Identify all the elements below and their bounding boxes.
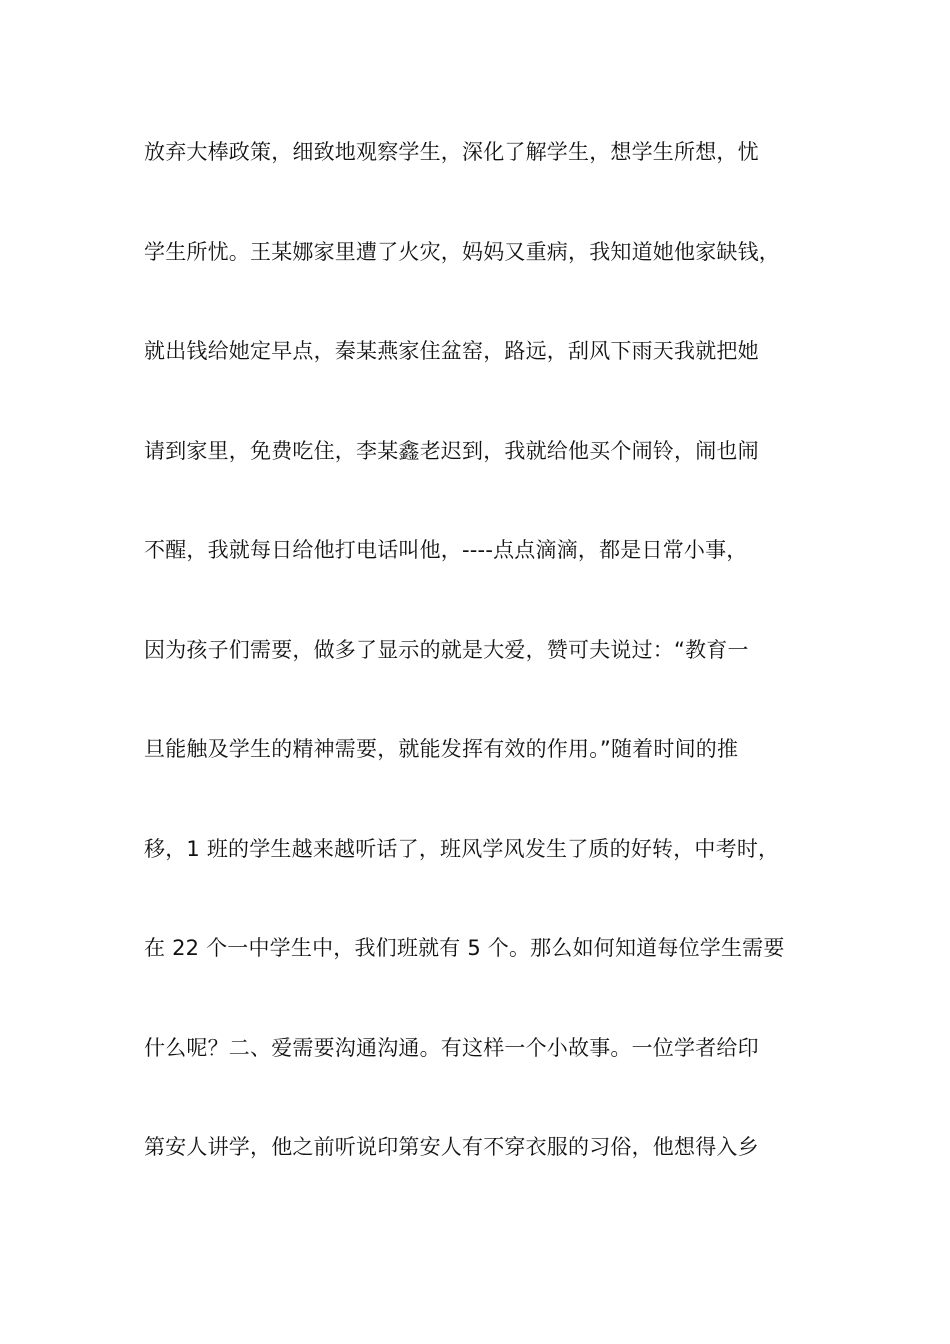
text-line-9: 在 22 个一中学生中，我们班就有 5 个。那么如何知道每位学生需要 [144,936,785,960]
text-line-3: 就出钱给她定早点，秦某燕家住盆窑，路远，刮风下雨天我就把她 [144,339,759,363]
text-line-2: 学生所忧。王某娜家里遭了火灾，妈妈又重病，我知道她他家缺钱， [144,239,780,264]
text-line-7: 旦能触及学生的精神需要，就能发挥有效的作用。”随着时间的推 [144,737,739,761]
text-line-11: 第安人讲学，他之前听说印第安人有不穿衣服的习俗，他想得入乡 [144,1135,759,1159]
text-line-10: 什么呢？二、爱需要沟通沟通。有这样一个小故事。一位学者给印 [144,1035,759,1060]
text-line-4: 请到家里，免费吃住，李某鑫老迟到，我就给他买个闹铃，闹也闹 [144,438,759,463]
text-line-8: 移，1 班的学生越来越听话了，班风学风发生了质的好转，中考时， [144,836,780,861]
text-line-5: 不醒，我就每日给他打电话叫他，----点点滴滴，都是日常小事， [144,538,748,562]
body-text [144,132,834,1227]
text-line-1: 放弃大棒政策，细致地观察学生，深化了解学生，想学生所想，忧 [144,140,759,164]
text-line-6: 因为孩子们需要，做多了显示的就是大爱，赞可夫说过：“教育一 [144,637,749,662]
